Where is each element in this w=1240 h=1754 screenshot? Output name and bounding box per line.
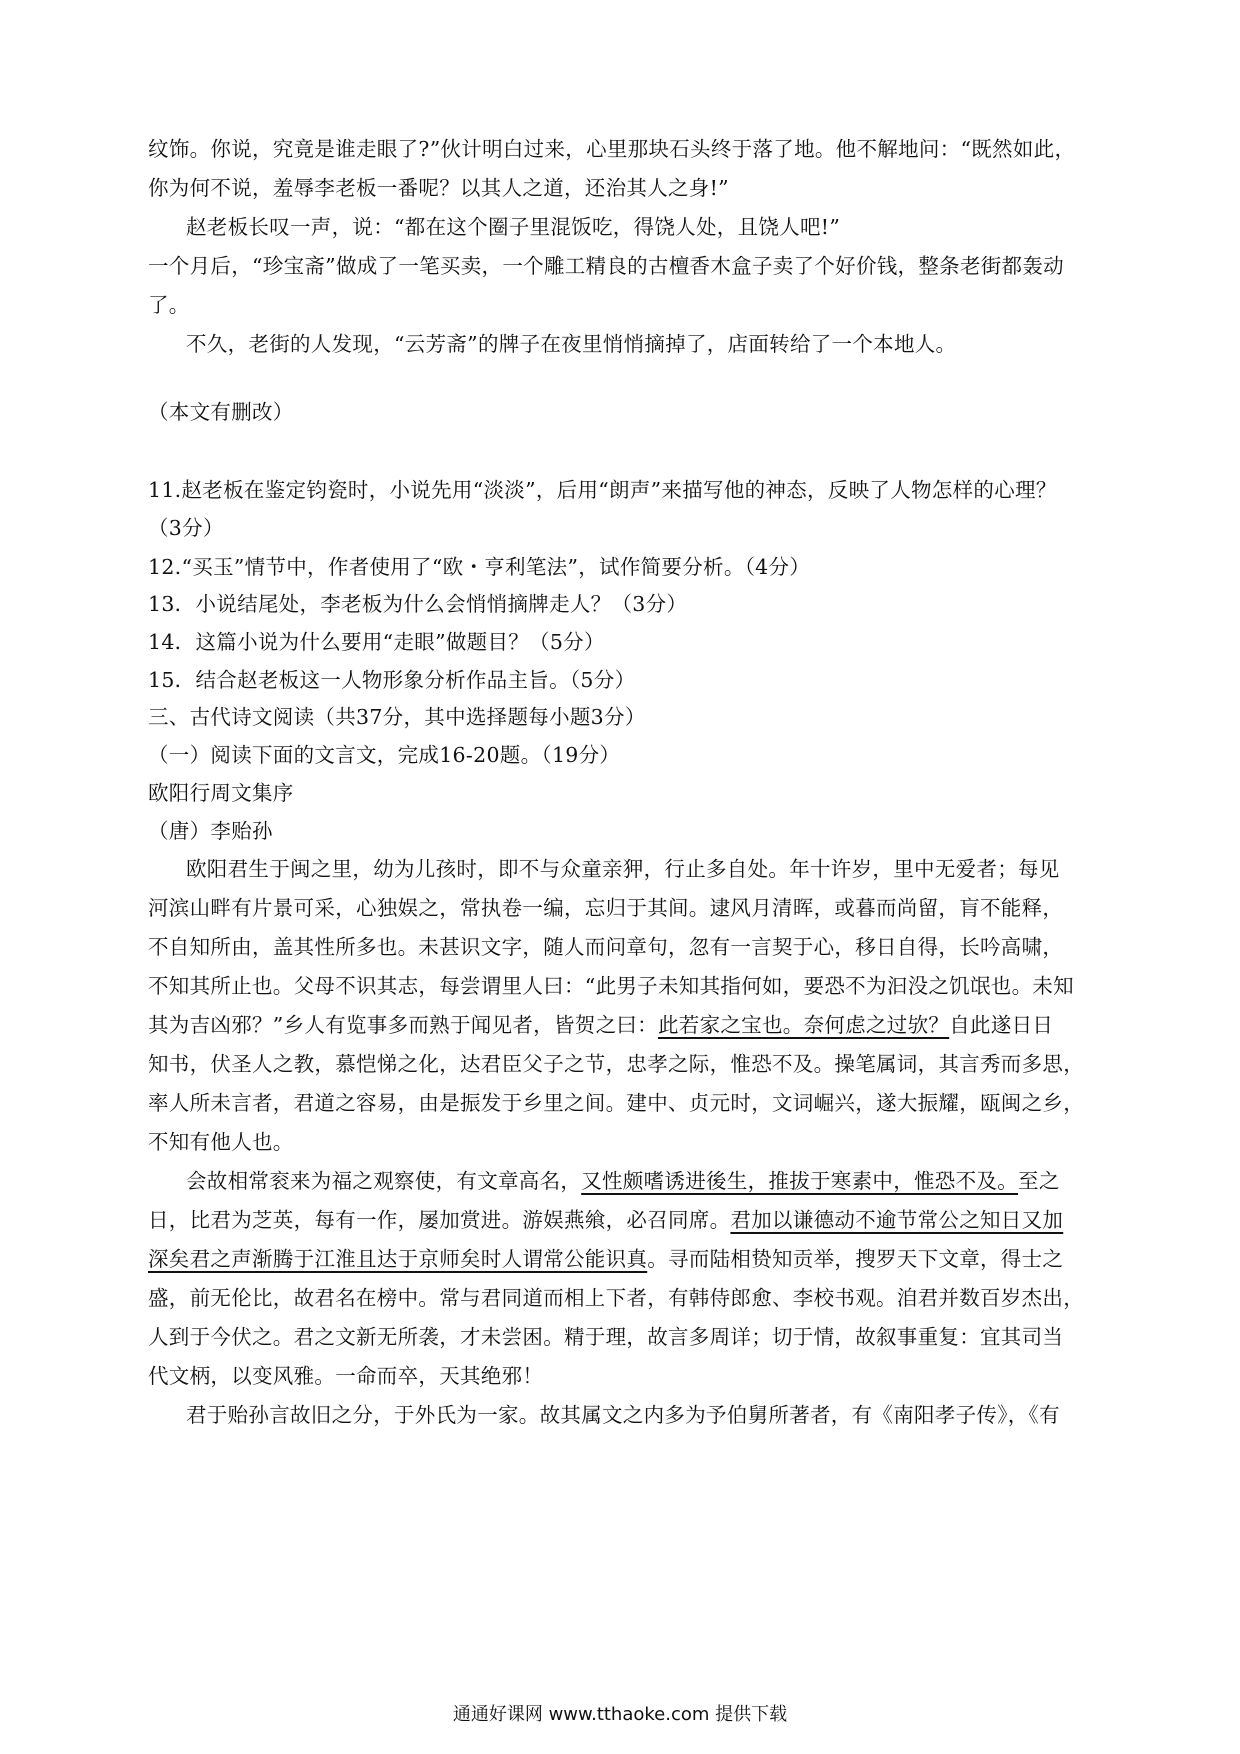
passage-text: 其为吉凶邪？”乡人有览事多而熟于闻见者，皆贺之曰： [148,1013,658,1037]
section-heading: 三、古代诗文阅读（共37分，其中选择题每小题3分） [148,705,646,729]
passage-line: 君于贻孙言故旧之分，于外氏为一家。故其属文之内多为予伯舅所著者，有《南阳孝子传》，《有 [186,1403,1060,1427]
question-11: 11.赵老板在鉴定钧瓷时，小说先用“淡淡”，后用“朗声”来描写他的神态，反映了人物怎样的心理？ [148,478,1057,502]
passage-line: 知书，伏圣人之教，慕恺悌之化，达君臣父子之节，忠孝之际，惟恐不及。操笔属词，其言秀而多思， [148,1052,1084,1076]
passage-line: 盛，前无伦比，故君名在榜中。常与君同道而相上下者，有韩侍郎愈、李校书观。洎君并数百岁杰出， [148,1286,1084,1310]
question-13: 13．小说结尾处，李老板为什么会悄悄摘牌走人？（3分） [148,592,688,616]
question-15: 15．结合赵老板这一人物形象分析作品主旨。（5分） [148,668,636,692]
underlined-sentence: 深矣君之声渐腾于江淮且达于京师矣时人谓常公能识真 [148,1247,648,1271]
question-14: 14．这篇小说为什么要用“走眼”做题目？（5分） [148,630,605,654]
passage-text: 会故相常衮来为福之观察使，有文章高名， [186,1169,582,1193]
passage-line [148,1011,1108,1039]
passage-line: 不自知所由，盖其性所多也。未甚识文字，随人而问章句，忽有一言契于心，移日自得，长吟高啸， [148,935,1064,959]
story-line: 一个月后，“珍宝斋”做成了一笔买卖，一个雕工精良的古檀香木盒子卖了个好价钱，整条老街都轰动 [148,254,1064,278]
passage-line: 代文柄，以变风雅。一命而卒，天其绝邪！ [148,1364,544,1388]
passage-line: 人到于今伏之。君之文新无所袭，才未尝困。精于理，故言多周详；切于情，故叙事重复：宜其司当 [148,1325,1064,1349]
story-line: 你为何不说，羞辱李老板一番呢？以其人之道，还治其人之身!” [148,176,729,200]
underlined-sentence: 此若家之宝也。奈何虑之过欤？ [657,1013,950,1037]
question-11-score: （3分） [148,516,224,540]
passage-line: 率人所未言者，君道之容易，由是振发于乡里之间。建中、贞元时，文词崛兴，遂大振耀，瓯闽之乡， [148,1091,1084,1115]
passage-text: 自此遂日日 [949,1013,1054,1037]
passage-line: 欧阳君生于闽之里，幼为儿孩时，即不与众童亲狎，行止多自处。年十许岁，里中无爱者；每见 [186,857,1060,881]
story-line: 了。 [148,293,190,317]
story-line: 赵老板长叹一声，说：“都在这个圈子里混饭吃，得饶人处，且饶人吧!” [186,215,841,239]
story-line: 不久，老街的人发现，“云芳斋”的牌子在夜里悄悄摘掉了，店面转给了一个本地人。 [186,332,957,356]
passage-line [148,1245,1108,1273]
passage-line: 不知有他人也。 [148,1130,294,1154]
passage-title: 欧阳行周文集序 [148,781,294,805]
passage-text: 至之 [1018,1169,1060,1193]
passage-text: 。寻而陆相贽知贡举，搜罗天下文章，得士之 [647,1247,1064,1271]
underlined-sentence: 君加以谦德动不逾节常公之知日又加 [730,1208,1064,1232]
subsection-heading: （一）阅读下面的文言文，完成16-20题。（19分） [148,743,621,767]
question-12: 12.“买玉”情节中，作者使用了“欧・亨利笔法”，试作简要分析。（4分） [148,555,811,579]
passage-line: 不知其所止也。父母不识其志，每尝谓里人曰：“此男子未知其指何如，要恐不为汩没之饥氓也。未知 [148,974,1074,998]
story-line: 纹饰。你说，究竟是谁走眼了?”伙计明白过来，心里那块石头终于落了地。他不解地问：“既然如此， [148,137,1076,161]
revision-note: （本文有删改） [148,400,294,424]
passage-line [186,1167,1146,1195]
underlined-sentence: 又性颇嗜诱进後生，推拔于寒素中，惟恐不及。 [581,1169,1019,1193]
passage-line [148,1206,1108,1234]
passage-line: 河滨山畔有片景可采，心独娱之，常执卷一编，忘归于其间。逮风月清晖，或暮而尚留，肓不能释， [148,896,1064,920]
passage-author: （唐）李贻孙 [148,819,273,843]
passage-text: 日，比君为芝英，每有一作，屡加赏进。游娱燕飨，必召同席。 [148,1208,731,1232]
page-footer: 通通好课网 www.tthaoke.com 提供下载 [452,1704,788,1725]
